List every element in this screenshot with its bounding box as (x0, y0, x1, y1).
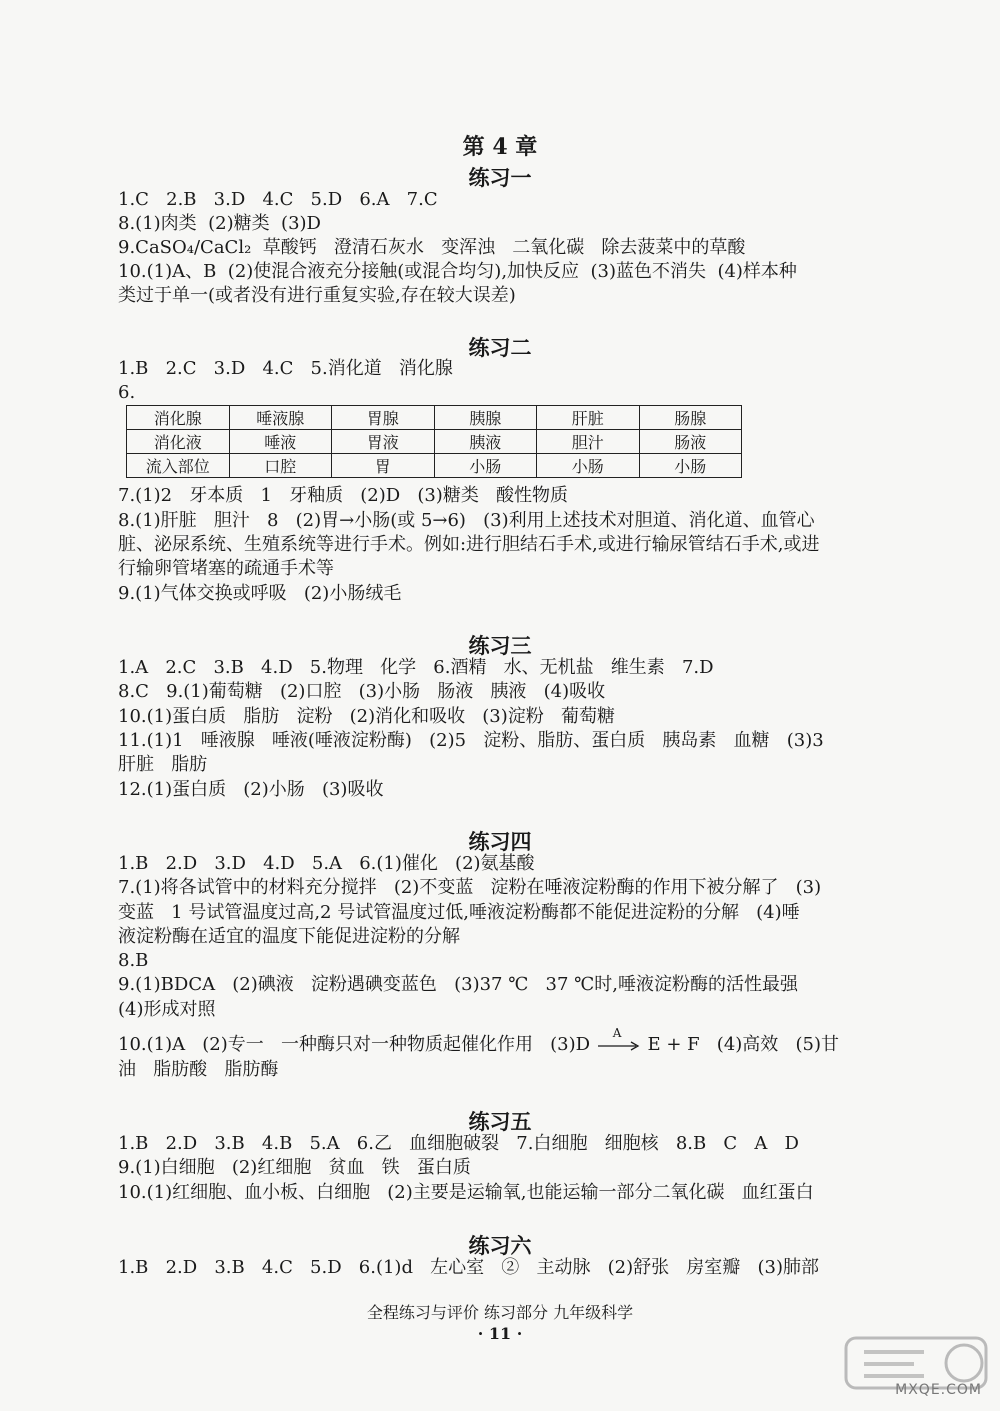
table-cell: 唾液 (229, 430, 332, 454)
exercise-6-line: 1.B 2.D 3.B 4.C 5.D 6.(1)d 左心室 ② 主动脉 (2)舒张 房室瓣 (3)肺部 (118, 1257, 819, 1278)
table-cell: 唾液腺 (229, 406, 332, 430)
table-cell: 胃液 (332, 430, 435, 454)
digestive-gland-table (126, 405, 742, 478)
exercise-6-title: 练习六 (468, 1233, 532, 1258)
table-cell: 口腔 (229, 454, 332, 478)
exercise-5-line: 1.B 2.D 3.B 4.B 5.A 6.乙 血细胞破裂 7.白细胞 细胞核 8.B C A D (118, 1133, 799, 1154)
exercise-3-line: 12.(1)蛋白质 (2)小肠 (3)吸收 (118, 779, 384, 800)
exercise-1-line: 10.(1)A、B (2)使混合液充分接触(或混合均匀),加快反应 (3)蓝色不消失 (4)样本种 (118, 261, 797, 282)
table-cell: 胆汁 (537, 430, 640, 454)
table-row (127, 430, 742, 454)
chapter-title: 第 4 章 (462, 134, 538, 160)
watermark-url: MXQE.COM (895, 1382, 982, 1398)
reaction-arrow (596, 1026, 642, 1057)
table-row (127, 406, 742, 430)
table-cell: 流入部位 (127, 454, 230, 478)
exercise-2-title: 练习二 (468, 335, 532, 360)
table-cell: 肠腺 (639, 406, 742, 430)
exercise-1-line: 8.(1)肉类 (2)糖类 (3)D (118, 213, 321, 234)
arrow-label: A (612, 1026, 622, 1040)
exercise-4-line: 8.B (118, 950, 149, 971)
table-cell: 胰液 (434, 430, 537, 454)
exercise-3-line: 11.(1)1 唾液腺 唾液(唾液淀粉酶) (2)5 淀粉、脂肪、蛋白质 胰岛素 血糖 (3)3 (118, 730, 824, 751)
exercise-1-line: 类过于单一(或者没有进行重复实验,存在较大误差) (118, 285, 516, 306)
exercise-4-line: 变蓝 1 号试管温度过高,2 号试管温度过低,唾液淀粉酶都不能促进淀粉的分解 (4)唾 (118, 902, 800, 923)
exercise-2-line: 6. (118, 382, 136, 403)
exercise-4-line: (4)形成对照 (118, 999, 216, 1020)
exercise-2-line: 9.(1)气体交换或呼吸 (2)小肠绒毛 (118, 583, 402, 604)
table-cell: 小肠 (639, 454, 742, 478)
table-cell: 小肠 (434, 454, 537, 478)
exercise-5-title: 练习五 (468, 1109, 532, 1134)
exercise-2-line: 行输卵管堵塞的疏通手术等 (118, 558, 334, 579)
table-row (127, 454, 742, 478)
table-cell: 胃 (332, 454, 435, 478)
exercise-2-line: 1.B 2.C 3.D 4.C 5.消化道 消化腺 (118, 358, 453, 379)
exercise-5-line: 10.(1)红细胞、血小板、白细胞 (2)主要是运输氧,也能运输一部分二氧化碳 血红蛋白 (118, 1182, 814, 1203)
line-text: E + F (4)高效 (5)甘 (641, 1034, 839, 1055)
exercise-1-title: 练习一 (468, 165, 532, 190)
table-cell: 肠液 (639, 430, 742, 454)
exercise-4-line: 油 脂肪酸 脂肪酶 (118, 1059, 279, 1080)
table-cell: 消化液 (127, 430, 230, 454)
exercise-2-line: 7.(1)2 牙本质 1 牙釉质 (2)D (3)糖类 酸性物质 (118, 485, 568, 506)
exercise-1-line: 1.C 2.B 3.D 4.C 5.D 6.A 7.C (118, 189, 438, 210)
exercise-4-line-10 (118, 1026, 918, 1057)
exercise-3-line: 1.A 2.C 3.B 4.D 5.物理 化学 6.酒精 水、无机盐 维生素 7.D (118, 657, 714, 678)
table-cell: 肝脏 (537, 406, 640, 430)
exercise-5-line: 9.(1)白细胞 (2)红细胞 贫血 铁 蛋白质 (118, 1157, 471, 1178)
exercise-4-line: 9.(1)BDCA (2)碘液 淀粉遇碘变蓝色 (3)37 ℃ 37 ℃时,唾液淀粉酶的活性最强 (118, 974, 798, 995)
exercise-4-line: 1.B 2.D 3.D 4.D 5.A 6.(1)催化 (2)氨基酸 (118, 853, 535, 874)
exercise-3-line: 10.(1)蛋白质 脂肪 淀粉 (2)消化和吸收 (3)淀粉 葡萄糖 (118, 706, 615, 727)
exercise-2-line: 脏、泌尿系统、生殖系统等进行手术。例如:进行胆结石手术,或进行输尿管结石手术,或进 (118, 534, 820, 555)
line-text: 10.(1)A (2)专一 一种酶只对一种物质起催化作用 (3)D (118, 1034, 596, 1055)
table-cell: 消化腺 (127, 406, 230, 430)
exercise-3-line: 肝脏 脂肪 (118, 754, 208, 775)
table-cell: 小肠 (537, 454, 640, 478)
exercise-3-title: 练习三 (468, 633, 532, 658)
exercise-2-line: 8.(1)肝脏 胆汁 8 (2)胃→小肠(或 5→6) (3)利用上述技术对胆道、消化道、血管心 (118, 510, 815, 531)
footer-text: 全程练习与评价 练习部分 九年级科学 (366, 1303, 634, 1322)
page-number: · 11 · (477, 1324, 523, 1343)
exercise-4-line: 7.(1)将各试管中的材料充分搅拌 (2)不变蓝 淀粉在唾液淀粉酶的作用下被分解了 (3) (118, 877, 822, 898)
table-cell: 胰腺 (434, 406, 537, 430)
exercise-3-line: 8.C 9.(1)葡萄糖 (2)口腔 (3)小肠 肠液 胰液 (4)吸收 (118, 681, 606, 702)
exercise-1-line: 9.CaSO₄/CaCl₂ 草酸钙 澄清石灰水 变浑浊 二氧化碳 除去菠菜中的草酸 (118, 237, 746, 258)
exercise-4-title: 练习四 (468, 829, 532, 854)
table-cell: 胃腺 (332, 406, 435, 430)
arrow-icon (596, 1033, 642, 1057)
exercise-4-line: 液淀粉酶在适宜的温度下能促进淀粉的分解 (118, 926, 460, 947)
